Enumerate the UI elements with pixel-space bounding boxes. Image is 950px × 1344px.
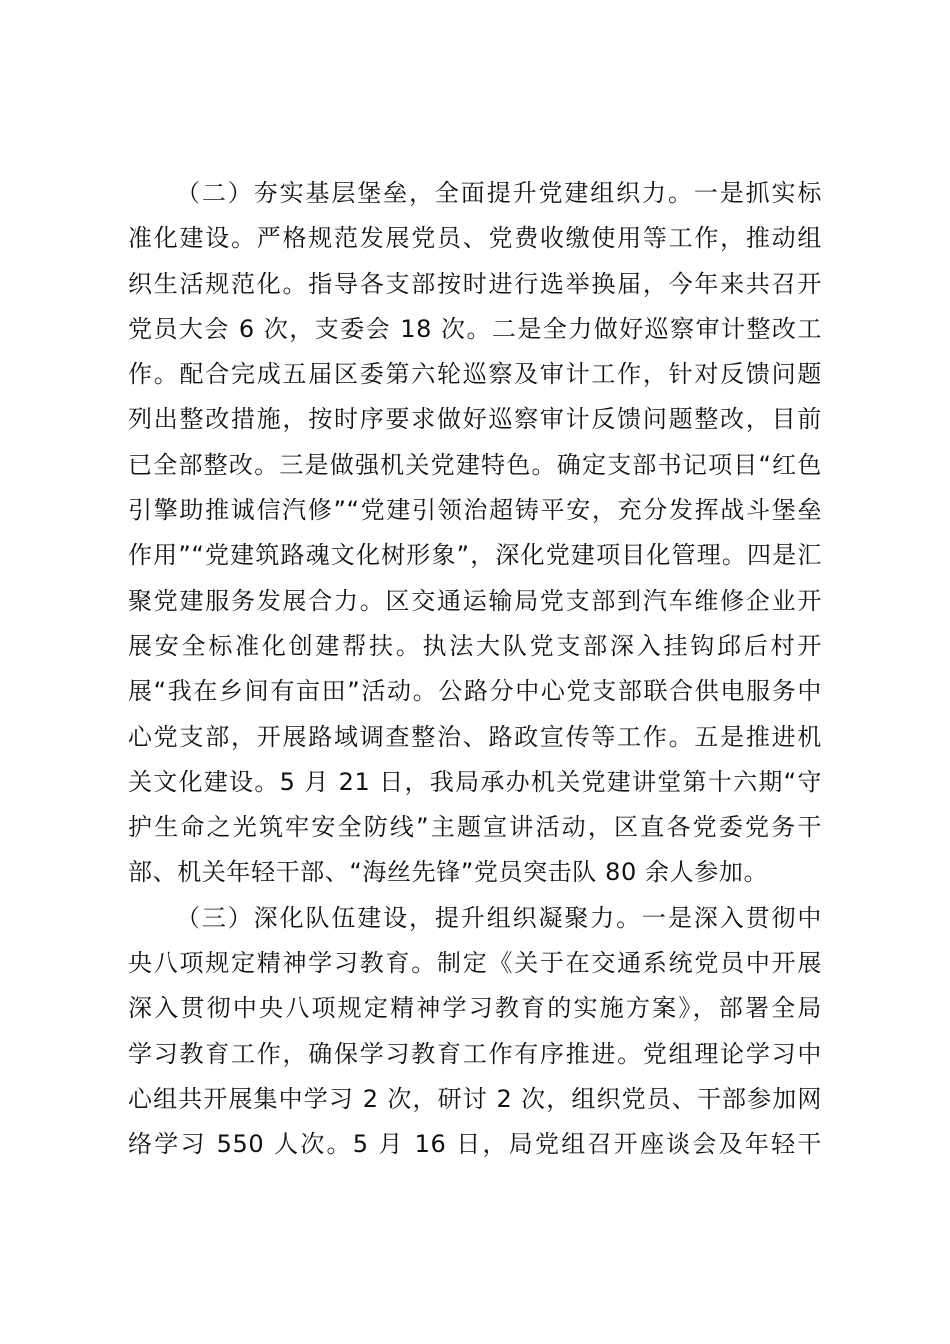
paragraph-line: 已全部整改。三是做强机关党建特色。确定支部书记项目“红色 <box>128 450 822 479</box>
paragraph-line: 党员大会 6 次，支委会 18 次。二是全力做好巡察审计整改工 <box>128 314 822 343</box>
paragraph-line: 络学习 550 人次。5 月 16 日，局党组召开座谈会及年轻干 <box>128 1130 822 1159</box>
paragraph-line: （二）夯实基层堡垒，全面提升党建组织力。一是抓实标 <box>176 179 822 207</box>
paragraph-line: 护生命之光筑牢安全防线”主题宣讲活动，区直各党委党务干 <box>128 813 822 842</box>
paragraph-line: 部、机关年轻干部、“海丝先锋”党员突击队 80 余人参加。 <box>128 858 769 887</box>
paragraph-line: 准化建设。严格规范发展党员、党费收缴使用等工作，推动组 <box>128 224 822 253</box>
paragraph-line: 展安全标准化创建帮扶。执法大队党支部深入挂钩邱后村开 <box>128 631 822 660</box>
document-body <box>128 171 822 1168</box>
paragraph-line: 列出整改措施，按时序要求做好巡察审计反馈问题整改，目前 <box>128 405 822 434</box>
paragraph-line: （三）深化队伍建设，提升组织凝聚力。一是深入贯彻中 <box>176 903 822 932</box>
paragraph-line: 作。配合完成五届区委第六轮巡察及审计工作，针对反馈问题 <box>128 360 822 389</box>
paragraph-line: 央八项规定精神学习教育。制定《关于在交通系统党员中开展 <box>128 949 822 978</box>
paragraph-line: 关文化建设。5 月 21 日，我局承办机关党建讲堂第十六期“守 <box>128 767 822 796</box>
paragraph-line: 聚党建服务发展合力。区交通运输局党支部到汽车维修企业开 <box>128 586 822 615</box>
paragraph-line: 作用”“党建筑路魂文化树形象”，深化党建项目化管理。四是汇 <box>128 541 822 570</box>
paragraph-line: 展“我在乡间有亩田”活动。公路分中心党支部联合供电服务中 <box>128 677 822 706</box>
paragraph-line: 引擎助推诚信汽修”“党建引领治超铸平安，充分发挥战斗堡垒 <box>128 496 822 525</box>
paragraph-line: 深入贯彻中央八项规定精神学习教育的实施方案》，部署全局 <box>128 994 822 1023</box>
paragraph-line: 织生活规范化。指导各支部按时进行选举换届，今年来共召开 <box>128 269 822 298</box>
paragraph-line: 学习教育工作，确保学习教育工作有序推进。党组理论学习中 <box>128 1039 822 1068</box>
paragraph-line: 心党支部，开展路域调查整治、路政宣传等工作。五是推进机 <box>128 722 822 751</box>
paragraph-line: 心组共开展集中学习 2 次，研讨 2 次，组织党员、干部参加网 <box>128 1084 822 1113</box>
